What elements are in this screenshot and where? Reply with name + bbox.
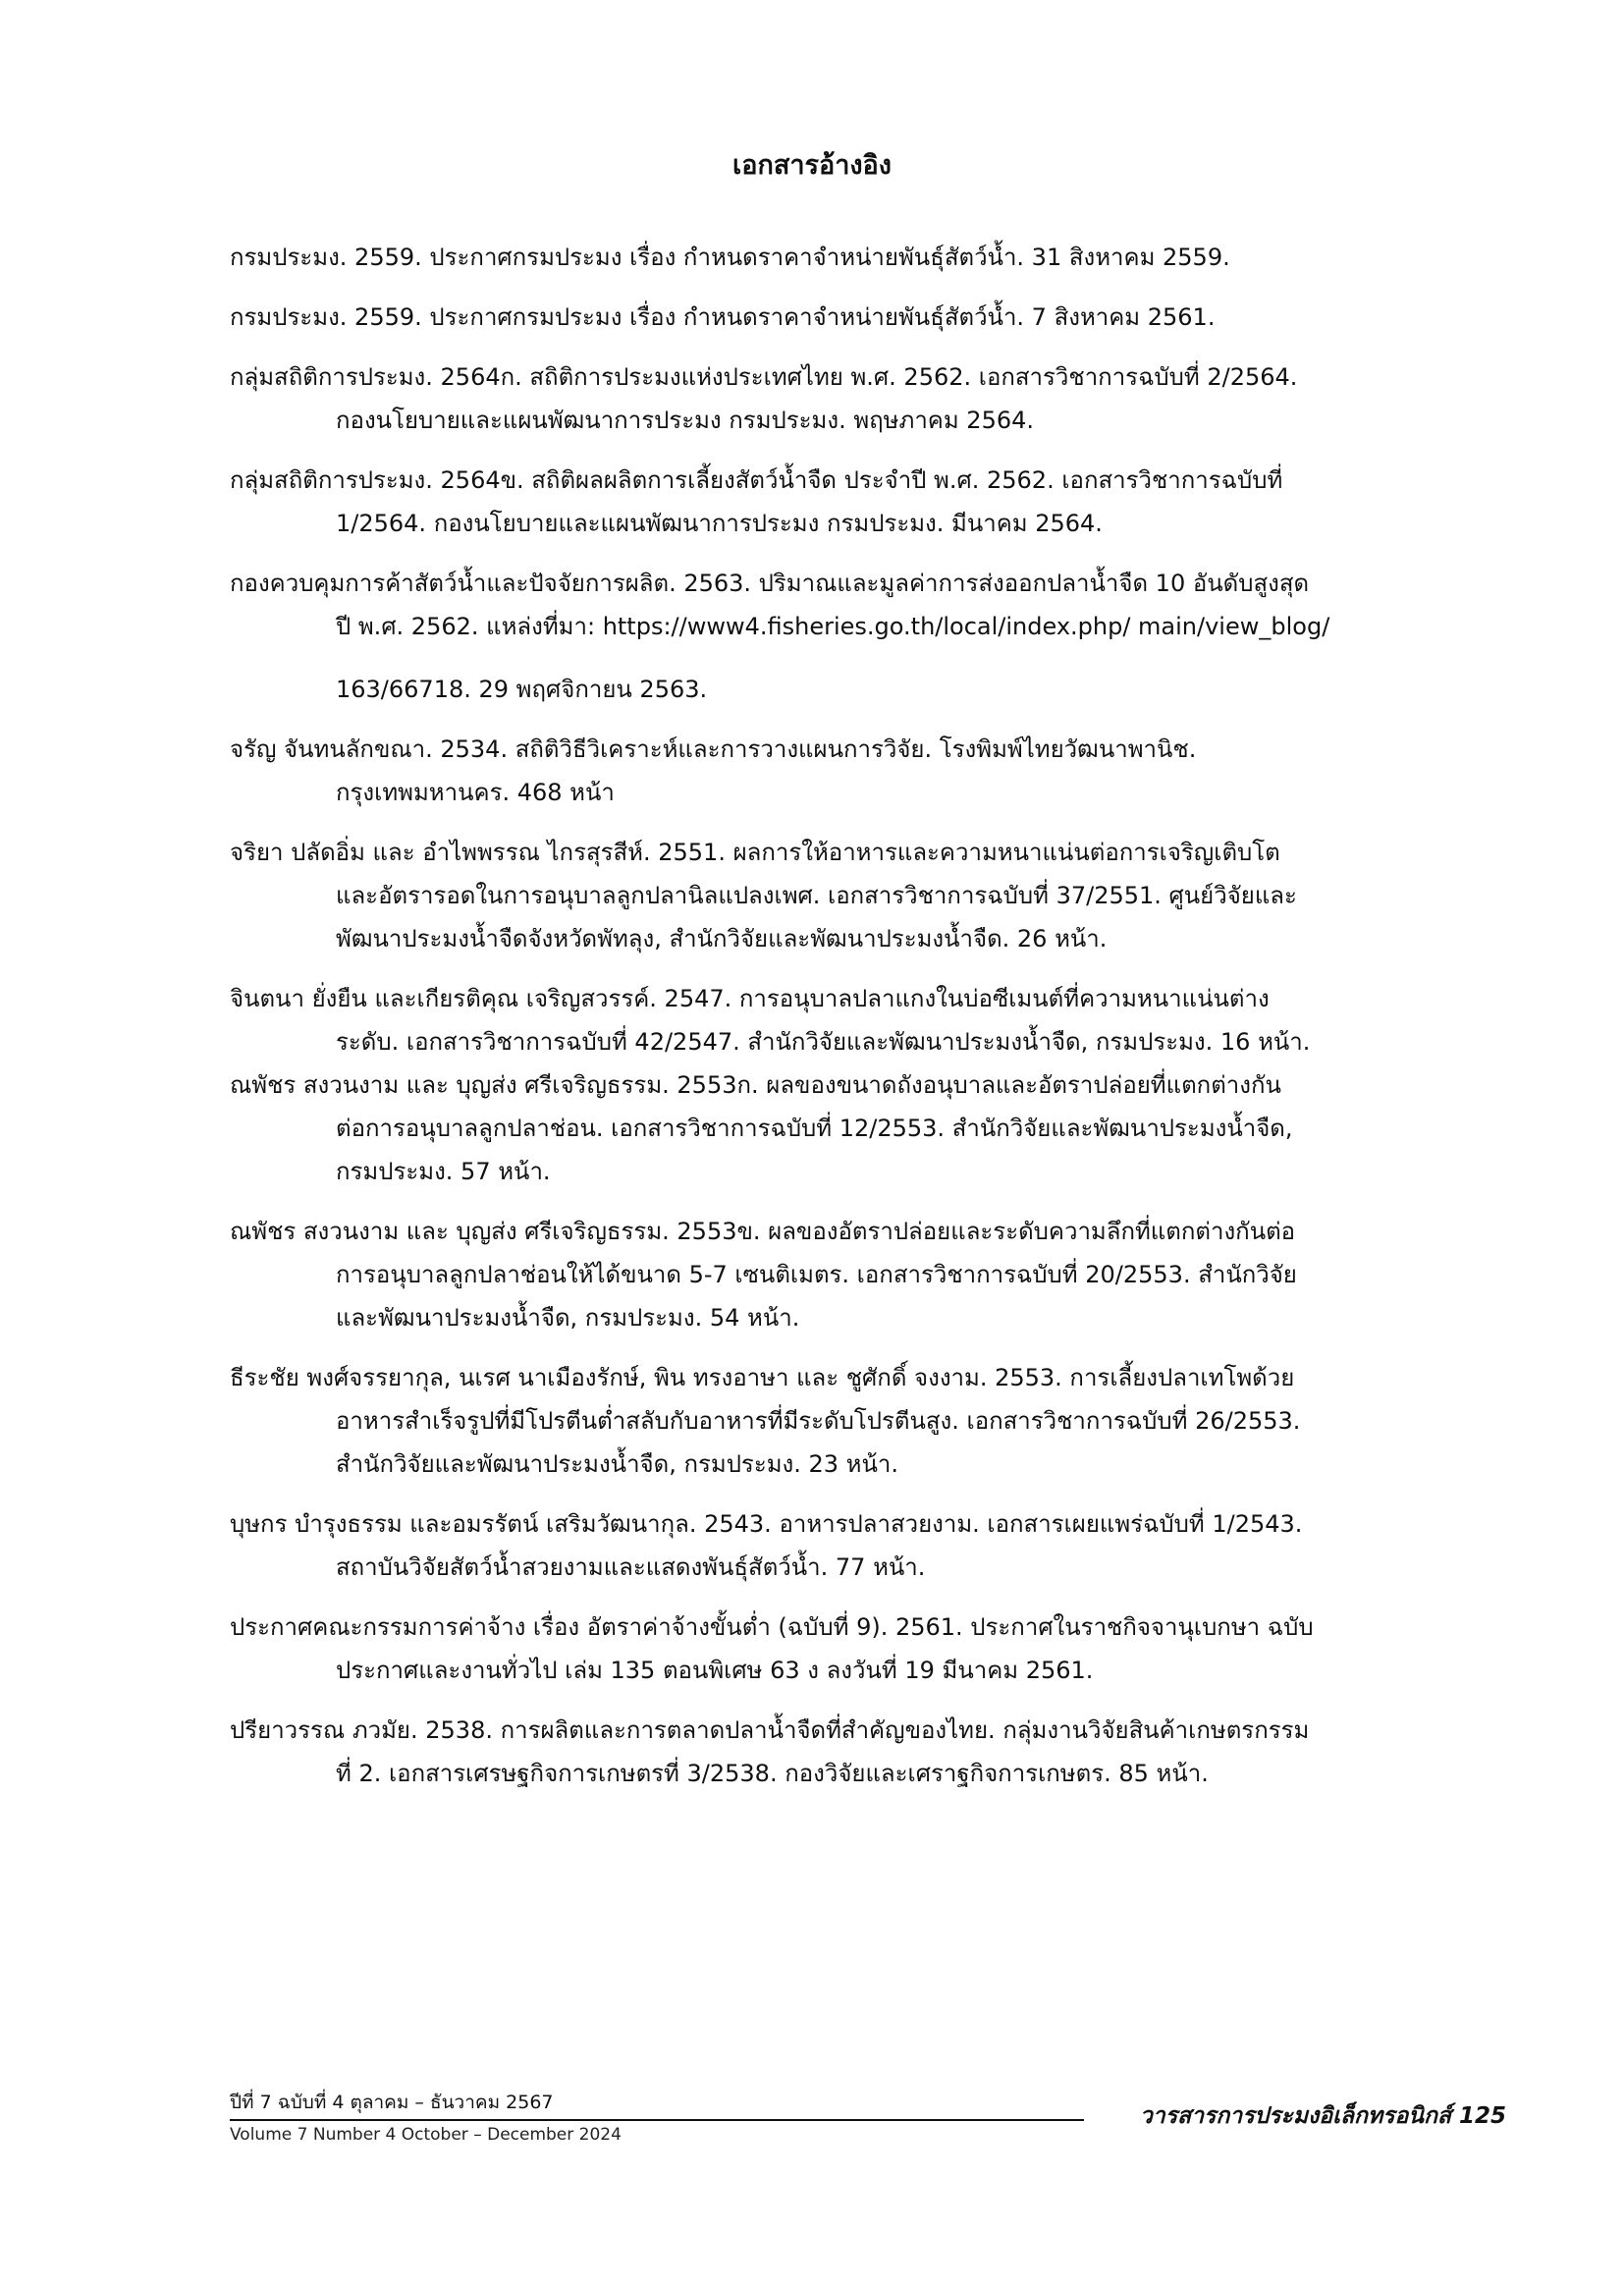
reference-line: ณพัชร สงวนงาม และ บุญส่ง ศรีเจริญธรรม. 2553ก. ผลของขนาดถังอนุบาลและอัตราปล่อยที่แตกต่างกัน	[230, 1071, 1281, 1099]
reference-entry	[230, 1502, 1506, 1589]
reference-line: ปี พ.ศ. 2562. แหล่งที่มา: https://www4.fisheries.go.th/local/index.php/ main/view_blog/	[336, 613, 1330, 640]
reference-line: และอัตรารอดในการอนุบาลลูกปลานิลแปลงเพศ. เอกสารวิชาการฉบับที่ 37/2551. ศูนย์วิจัยและ	[336, 882, 1297, 909]
reference-entry	[230, 236, 1506, 279]
reference-entry	[230, 1210, 1506, 1339]
reference-line: ณพัชร สงวนงาม และ บุญส่ง ศรีเจริญธรรม. 2553ข. ผลของอัตราปล่อยและระดับความลึกที่แตกต่างกันต่อ	[230, 1218, 1296, 1245]
reference-line: กรมประมง. 57 หน้า.	[336, 1158, 551, 1185]
reference-line: กรุงเทพมหานคร. 468 หน้า	[336, 779, 615, 806]
reference-list	[230, 236, 1506, 1812]
reference-line: 1/2564. กองนโยบายและแผนพัฒนาการประมง กรมประมง. มีนาคม 2564.	[336, 510, 1103, 537]
reference-line: กรมประมง. 2559. ประกาศกรมประมง เรื่อง กำหนดราคาจำหน่ายพันธุ์สัตว์น้ำ. 31 สิงหาคม 2559.	[230, 244, 1230, 271]
reference-line: ปรียาวรรณ ภวมัย. 2538. การผลิตและการตลาดปลาน้ำจืดที่สำคัญของไทย. กลุ่มงานวิจัยสินค้าเกษตรกรรม	[230, 1716, 1310, 1744]
reference-line: 163/66718. 29 พฤศจิกายน 2563.	[336, 676, 708, 703]
reference-entry	[230, 1709, 1506, 1795]
reference-entry	[230, 831, 1506, 960]
reference-line: และพัฒนาประมงน้ำจืด, กรมประมง. 54 หน้า.	[336, 1304, 800, 1332]
reference-line: กรมประมง. 2559. ประกาศกรมประมง เรื่อง กำหนดราคาจำหน่ายพันธุ์สัตว์น้ำ. 7 สิงหาคม 2561.	[230, 303, 1216, 331]
reference-line: ที่ 2. เอกสารเศรษฐกิจการเกษตรที่ 3/2538. กองวิจัยและเศราฐกิจการเกษตร. 85 หน้า.	[336, 1760, 1209, 1787]
reference-line: อาหารสำเร็จรูปที่มีโปรตีนต่ำสลับกับอาหารที่มีระดับโปรตีนสูง. เอกสารวิชาการฉบับที่ 26/2553.	[336, 1407, 1301, 1435]
reference-entry	[230, 355, 1506, 442]
reference-entry	[230, 1356, 1506, 1486]
footer-issue-thai: ปีที่ 7 ฉบับที่ 4 ตุลาคม – ธันวาคม 2567	[230, 2092, 554, 2113]
reference-line: จรัญ จันทนลักขณา. 2534. สถิติวิธีวิเคราะห์และการวางแผนการวิจัย. โรงพิมพ์ไทยวัฒนาพานิช.	[230, 735, 1197, 763]
reference-entry	[230, 459, 1506, 545]
footer-issue-english: Volume 7 Number 4 October – December 2024	[230, 2125, 622, 2145]
reference-line: ต่อการอนุบาลลูกปลาช่อน. เอกสารวิชาการฉบับที่ 12/2553. สำนักวิจัยและพัฒนาประมงน้ำจืด,	[336, 1115, 1293, 1142]
reference-line: ประกาศและงานทั่วไป เล่ม 135 ตอนพิเศษ 63 ง ลงวันที่ 19 มีนาคม 2561.	[336, 1657, 1094, 1684]
reference-entry	[230, 728, 1506, 814]
reference-line: จริยา ปลัดอิ่ม และ อำไพพรรณ ไกรสุรสีห์. 2551. ผลการให้อาหารและความหนาแน่นต่อการเจริญเติบโต	[230, 839, 1280, 866]
reference-line: ธีระชัย พงศ์จรรยากุล, นเรศ นาเมืองรักษ์, พิน ทรงอาษา และ ชูศักดิ์ จงงาม. 2553. การเลี้ยงปลาเทโพด้วย	[230, 1364, 1295, 1391]
footer-journal-page: วารสารการประมงอิเล็กทรอนิกส์ 125	[1139, 2103, 1506, 2129]
page-footer	[230, 2090, 1506, 2158]
reference-line: สำนักวิจัยและพัฒนาประมงน้ำจืด, กรมประมง. 23 หน้า.	[336, 1450, 899, 1478]
reference-entry	[230, 296, 1506, 339]
reference-line: ประกาศคณะกรรมการค่าจ้าง เรื่อง อัตราค่าจ้างขั้นต่ำ (ฉบับที่ 9). 2561. ประกาศในราชกิจจานุเบกษา ฉบับ	[230, 1613, 1314, 1641]
footer-divider	[230, 2119, 1084, 2121]
reference-line: บุษกร บำรุงธรรม และอมรรัตน์ เสริมวัฒนากุล. 2543. อาหารปลาสวยงาม. เอกสารเผยแพร่ฉบับที่ 1/2543.	[230, 1510, 1303, 1538]
reference-line: กลุ่มสถิติการประมง. 2564ก. สถิติการประมงแห่งประเทศไทย พ.ศ. 2562. เอกสารวิชาการฉบับที่ 2/2564.	[230, 363, 1298, 391]
reference-line: กองควบคุมการค้าสัตว์น้ำและปัจจัยการผลิต. 2563. ปริมาณและมูลค่าการส่งออกปลาน้ำจืด 10 อันดับสูงสุด	[230, 570, 1310, 597]
reference-entry	[230, 1606, 1506, 1692]
reference-line: การอนุบาลลูกปลาช่อนให้ได้ขนาด 5-7 เซนติเมตร. เอกสารวิชาการฉบับที่ 20/2553. สำนักวิจัย	[336, 1261, 1297, 1288]
reference-line: พัฒนาประมงน้ำจืดจังหวัดพัทลุง, สำนักวิจัยและพัฒนาประมงน้ำจืด. 26 หน้า.	[336, 925, 1108, 952]
reference-entry	[230, 562, 1506, 711]
reference-line: ระดับ. เอกสารวิชาการฉบับที่ 42/2547. สำนักวิจัยและพัฒนาประมงน้ำจืด, กรมประมง. 16 หน้า.	[336, 1028, 1311, 1056]
reference-line: กลุ่มสถิติการประมง. 2564ข. สถิติผลผลิตการเลี้ยงสัตว์น้ำจืด ประจำปี พ.ศ. 2562. เอกสารวิชาการฉบับที่	[230, 466, 1283, 494]
reference-line: กองนโยบายและแผนพัฒนาการประมง กรมประมง. พฤษภาคม 2564.	[336, 407, 1034, 434]
reference-entry	[230, 1063, 1506, 1193]
reference-line: จินตนา ยั่งยืน และเกียรติคุณ เจริญสวรรค์. 2547. การอนุบาลปลาแกงในบ่อซีเมนต์ที่ความหนาแน่นต่าง	[230, 985, 1270, 1012]
reference-line: สถาบันวิจัยสัตว์น้ำสวยงามและแสดงพันธุ์สัตว์น้ำ. 77 หน้า.	[336, 1553, 926, 1581]
reference-entry	[230, 977, 1506, 1063]
page-title: เอกสารอ้างอิง	[732, 150, 892, 181]
